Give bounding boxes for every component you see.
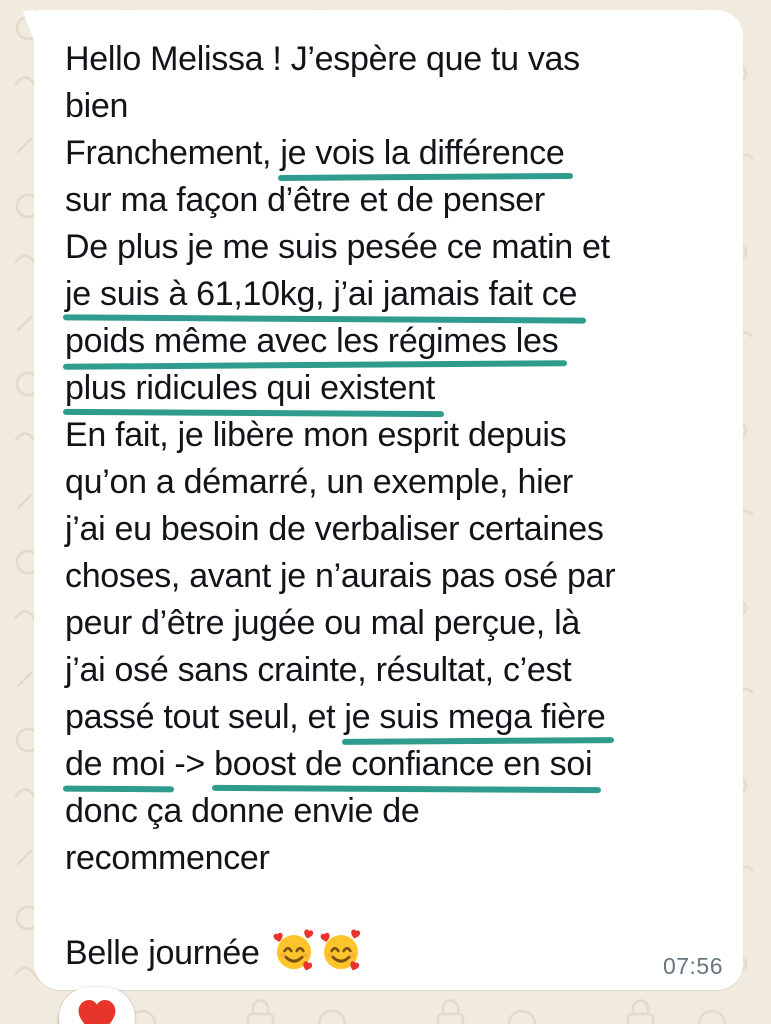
message-text: donc ça donne envie de <box>65 792 420 830</box>
smiling-face-with-hearts-emoji <box>272 929 316 986</box>
message-text: Hello Melissa ! J’espère que tu vas <box>65 40 580 78</box>
underlined-text: de moi <box>65 741 165 788</box>
message-text-line <box>65 83 715 130</box>
message-text-line <box>65 177 715 224</box>
smiling-face-with-hearts-emoji <box>319 929 363 986</box>
message-text-line <box>65 459 715 506</box>
message-text: j’ai osé sans crainte, résultat, c’est <box>65 651 572 689</box>
underlined-text: boost de confiance en soi <box>214 741 592 788</box>
message-text-line <box>65 741 715 788</box>
message-text-line <box>65 882 715 929</box>
message-timestamp: 07:56 <box>662 953 723 979</box>
message-text-line <box>65 271 715 318</box>
message-text-line <box>65 318 715 365</box>
message-text: qu’on a démarré, un exemple, hier <box>65 463 573 501</box>
bubble-tail <box>22 10 35 46</box>
message-text-line <box>65 788 715 835</box>
message-text-line <box>65 412 715 459</box>
message-text-line <box>65 835 715 882</box>
message-text: recommencer <box>65 839 270 877</box>
message-text-line <box>65 365 715 412</box>
message-text: Franchement, <box>65 134 281 172</box>
message-text: peur d’être jugée ou mal perçue, là <box>65 604 580 642</box>
message-text-line <box>65 36 715 83</box>
message-text-line <box>65 694 715 741</box>
message-text: sur ma façon d’être et de penser <box>65 181 545 219</box>
message-text-line <box>65 224 715 271</box>
message-text: bien <box>65 87 129 125</box>
message-text-line <box>65 130 715 177</box>
message-text-line <box>65 506 715 553</box>
message-text: De plus je me suis pesée ce matin et <box>65 228 610 266</box>
message-text-line <box>65 929 715 986</box>
message-lines <box>65 36 715 986</box>
message-text: Belle journée <box>65 934 269 972</box>
underlined-text: poids même avec les régimes les <box>65 318 558 365</box>
incoming-message-bubble[interactable] <box>34 10 743 990</box>
underlined-text: je suis mega fière <box>344 694 605 741</box>
underlined-text: je suis à 61,10kg, j’ai jamais fait ce <box>65 271 577 318</box>
message-text-line <box>65 600 715 647</box>
message-text: j’ai eu besoin de verbaliser certaines <box>65 510 604 548</box>
underlined-text: plus ridicules qui existent <box>65 365 435 412</box>
message-text: -> <box>165 745 215 783</box>
red-heart-emoji <box>75 996 119 1024</box>
message-text: En fait, je libère mon esprit depuis <box>65 416 567 454</box>
message-text: passé tout seul, et <box>65 698 345 736</box>
message-text: choses, avant je n’aurais pas osé par <box>65 557 616 595</box>
message-text-line <box>65 647 715 694</box>
message-text-line <box>65 553 715 600</box>
underlined-text: je vois la différence <box>280 130 564 177</box>
